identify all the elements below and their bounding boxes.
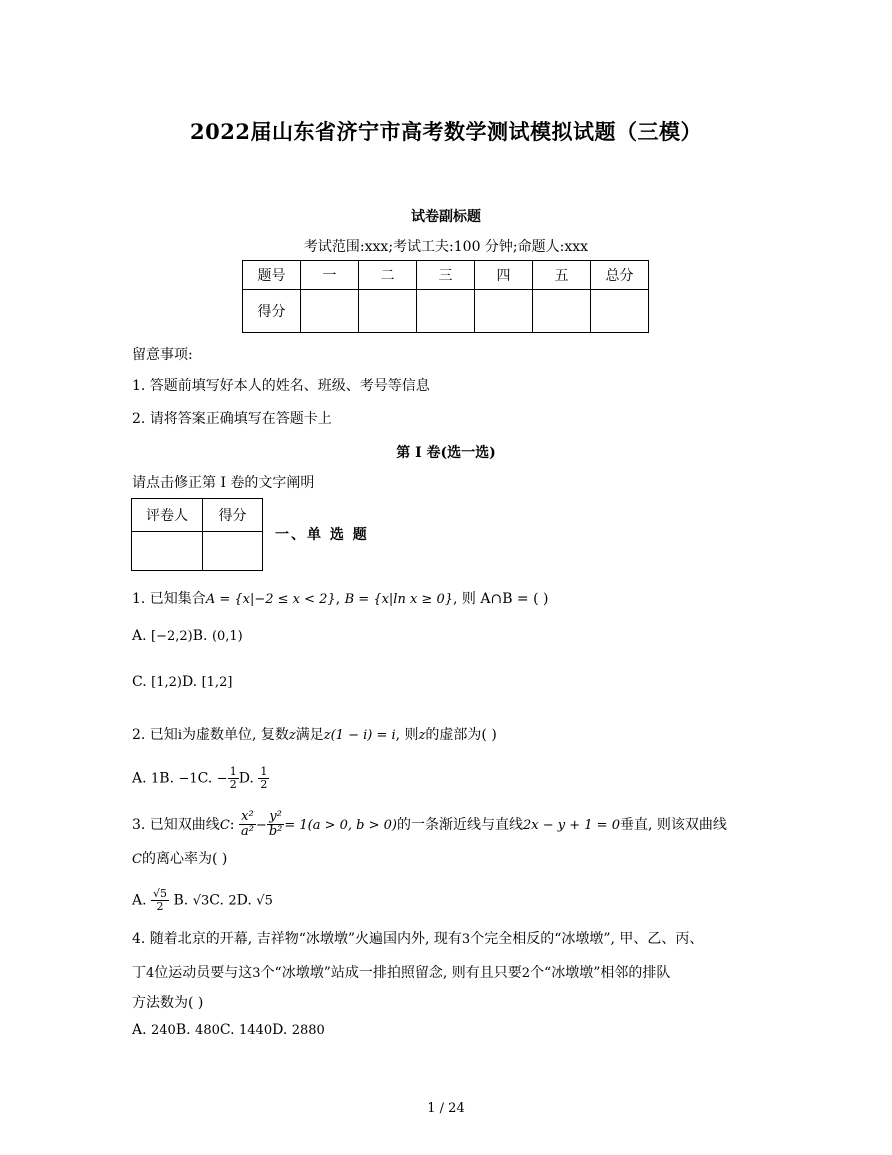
option-c: 1440 bbox=[239, 1023, 273, 1038]
option-b: √3 bbox=[192, 893, 210, 909]
volume-note: 请点击修正第 I 卷的文字阐明 bbox=[132, 475, 315, 491]
option-d: $\frac{1}{2}$ bbox=[260, 765, 268, 792]
option-a: [−2,2) bbox=[151, 629, 193, 644]
option-a: 240 bbox=[151, 1023, 176, 1038]
grader-score-label: 得分 bbox=[203, 499, 263, 532]
page-title: 2022届山东省济宁市高考数学测试模拟试题（三模） bbox=[190, 119, 702, 144]
page-number: 1 / 24 bbox=[427, 1101, 465, 1116]
question-1-options-row2: C. [1,2)D. [1,2] bbox=[132, 674, 233, 690]
option-b: (0,1) bbox=[211, 629, 243, 644]
option-c: 2 bbox=[228, 893, 237, 909]
score-row-label: 得分 bbox=[243, 290, 301, 333]
notice-item: 1. 答题前填写好本人的姓名、班级、考号等信息 bbox=[132, 378, 430, 394]
question-3-line2: C的离心率为( ) bbox=[132, 851, 228, 867]
option-d: [1,2] bbox=[201, 675, 233, 690]
question-3-options: A. $\frac{√5}{2}$ B. √3C. 2D. √5 bbox=[132, 887, 273, 914]
exam-info: 考试范围:xxx;考试工夫:100 分钟;命题人:xxx bbox=[303, 239, 589, 255]
score-blank-cell[interactable] bbox=[417, 290, 475, 333]
score-header-cell: 四 bbox=[475, 261, 533, 290]
set-a-expression: A = {x|−2 ≤ x < 2} bbox=[205, 592, 336, 607]
grader-blank-cell[interactable] bbox=[132, 532, 203, 571]
notice-heading: 留意事项: bbox=[132, 347, 193, 363]
notice-item: 2. 请将答案正确填写在答题卡上 bbox=[132, 411, 332, 427]
question-2: 2. 已知i为虚数单位, 复数z满足z(1 − i) = i, 则z的虚部为( ) bbox=[132, 727, 497, 743]
question-2-options: A. 1B. −1C. − $\frac{1}{2}$ D. $\frac{1}{2}$ bbox=[132, 765, 268, 792]
score-blank-cell[interactable] bbox=[475, 290, 533, 333]
score-header-cell: 总分 bbox=[591, 261, 649, 290]
option-a: 1 bbox=[151, 771, 160, 787]
score-blank-cell[interactable] bbox=[533, 290, 591, 333]
grader-reviewer-label: 评卷人 bbox=[132, 499, 203, 532]
volume-title: 第 I 卷(选一选) bbox=[396, 445, 496, 461]
score-header-cell: 题号 bbox=[243, 261, 301, 290]
question-3: 3. 已知双曲线C: $\frac{\text{x²}}{\text{a²}}$ − $\frac{\text{y²}}{\text{b²}}$ = 1(a > 0, b > 0)的一条渐近线与直线2x − y + 1 = 0垂直, 则该双曲线 bbox=[132, 809, 727, 840]
option-d: √5 bbox=[256, 893, 273, 909]
section-title: 一、单 选 题 bbox=[275, 527, 369, 543]
option-a: $\frac{√5}{2}$ bbox=[153, 887, 168, 914]
grader-table bbox=[131, 498, 263, 571]
score-header-cell: 五 bbox=[533, 261, 591, 290]
score-blank-cell[interactable] bbox=[301, 290, 359, 333]
set-b-expression: B = {x|ln x ≥ 0} bbox=[344, 592, 453, 607]
option-b: −1 bbox=[178, 771, 198, 787]
question-4-line1: 4. 随着北京的开幕, 吉祥物“冰墩墩”火遍国内外, 现有3个完全相反的“冰墩墩”, 甲、乙、丙、 bbox=[132, 931, 704, 947]
option-c: $\frac{1}{2}$ bbox=[229, 765, 237, 792]
option-d: 2880 bbox=[291, 1023, 325, 1038]
grader-blank-cell[interactable] bbox=[203, 532, 263, 571]
line-equation: 2x − y + 1 = 0 bbox=[523, 817, 620, 833]
score-header-cell: 二 bbox=[359, 261, 417, 290]
question-4-options: A. 240B. 480C. 1440D. 2880 bbox=[132, 1022, 325, 1038]
score-blank-cell[interactable] bbox=[591, 290, 649, 333]
paper-subtitle: 试卷副标题 bbox=[411, 209, 481, 225]
option-b: 480 bbox=[195, 1023, 220, 1038]
score-table-score-row bbox=[243, 290, 649, 333]
score-header-cell: 一 bbox=[301, 261, 359, 290]
score-table bbox=[242, 260, 649, 333]
score-table-header-row bbox=[243, 261, 649, 290]
question-1-options-row1: A. [−2,2)B. (0,1) bbox=[132, 628, 243, 644]
question-1: 1. 已知集合A = {x|−2 ≤ x < 2}, B = {x|ln x ≥ 0}, 则 A∩B = ( ) bbox=[132, 591, 549, 607]
score-header-cell: 三 bbox=[417, 261, 475, 290]
option-c: [1,2) bbox=[151, 675, 182, 690]
question-4-line3: 方法数为( ) bbox=[132, 995, 204, 1011]
question-4-line2: 丁4位运动员要与这3个“冰墩墩”站成一排拍照留念, 则有且只要2个“冰墩墩”相邻的排队 bbox=[132, 965, 671, 981]
equation: z(1 − i) = i bbox=[323, 728, 396, 743]
score-blank-cell[interactable] bbox=[359, 290, 417, 333]
